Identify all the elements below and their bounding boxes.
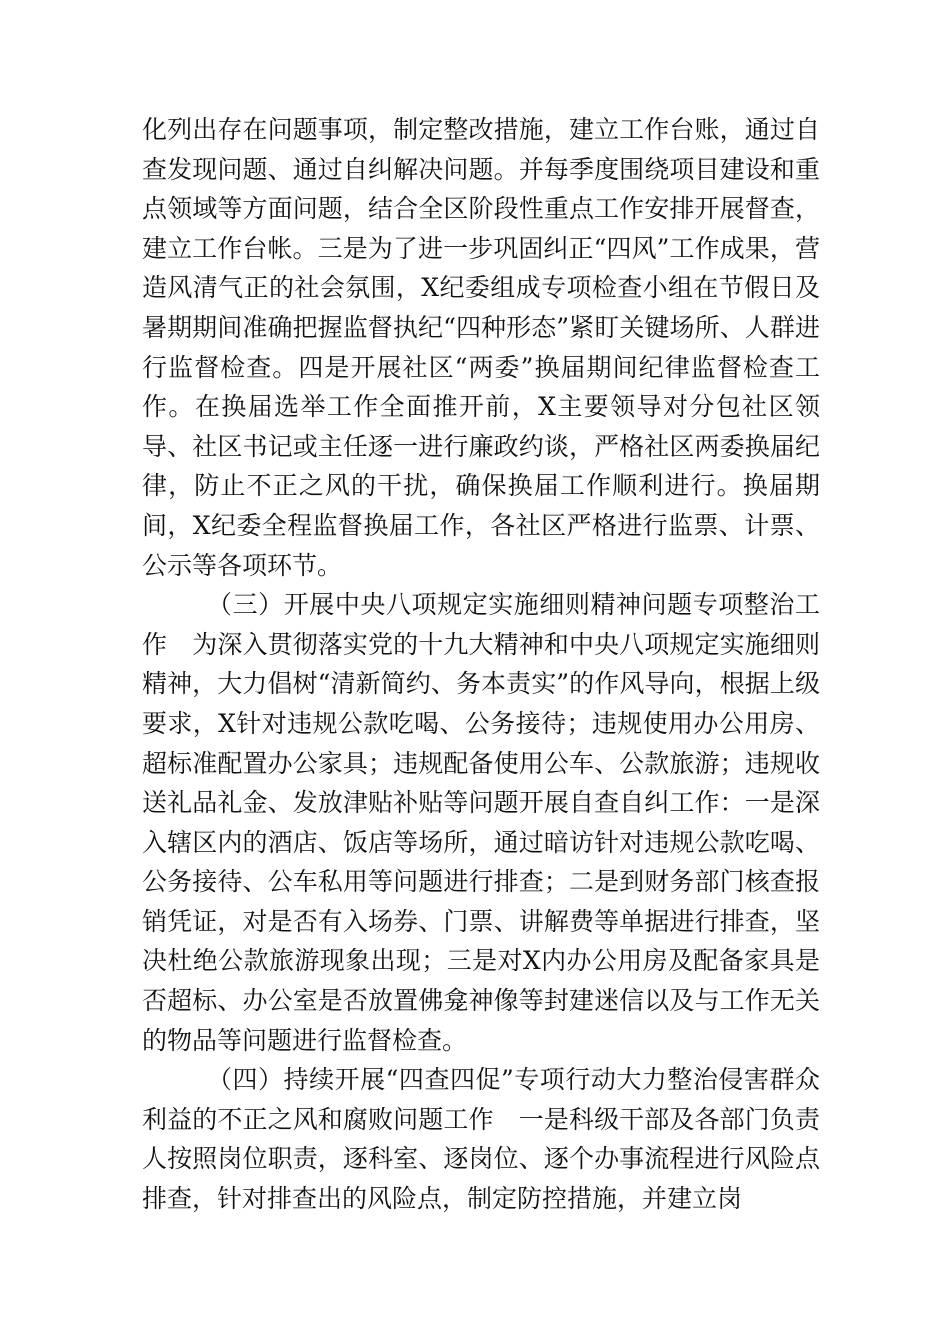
- paragraph-continuation: 化列出存在问题事项，制定整改措施，建立工作台账，通过自查发现问题、通过自纠解决问题。并每季度围绕项目建设和重点领域等方面问题，结合全区阶段性重点工作安排开展督查，建立工作台帐。三是为了进一步巩固纠正“四风”工作成果，营造风清气正的社会氛围，X纪委组成专项检查小组在节假日及暑期期间准确把握监督执纪“四种形态”紧盯关键场所、人群进行监督检查。四是开展社区“两委”换届期间纪律监督检查工作。在换届选举工作全面推开前，X主要领导对分包社区领导、社区书记或主任逐一进行廉政约谈，严格社区两委换届纪律，防止不正之风的干扰，确保换届工作顺利进行。换届期间，X纪委全程监督换届工作，各社区严格进行监票、计票、公示等各项环节。: [142, 115, 820, 580]
- paragraph-section-three: （三）开展中央八项规定实施细则精神问题专项整治工作 为深入贯彻落实党的十九大精神和中央八项规定实施细则精神，大力倡树“清新简约、务本责实”的作风导向，根据上级要求，X针对违规公款吃喝、公务接待；违规使用办公用房、超标准配置办公家具；违规配备使用公车、公款旅游；违规收送礼品礼金、发放津贴补贴等问题开展自查自纠工作：一是深入辖区内的酒店、饭店等场所，通过暗访针对违规公款吃喝、公务接待、公车私用等问题进行排查；二是到财务部门核查报销凭证，对是否有入场券、门票、讲解费等单据进行排查，坚决杜绝公款旅游现象出现；三是对X内办公用房及配备家具是否超标、办公室是否放置佛龛神像等封建迷信以及与工作无关的物品等问题进行监督检查。: [142, 590, 820, 1055]
- document-body: [142, 110, 820, 1219]
- paragraph-section-four: （四）持续开展“四查四促”专项行动大力整治侵害群众利益的不正之风和腐败问题工作 一是科级干部及各部门负责人按照岗位职责，逐科室、逐岗位、逐个办事流程进行风险点排查，针对排查出的风险点，制定防控措施，并建立岗: [142, 1065, 820, 1214]
